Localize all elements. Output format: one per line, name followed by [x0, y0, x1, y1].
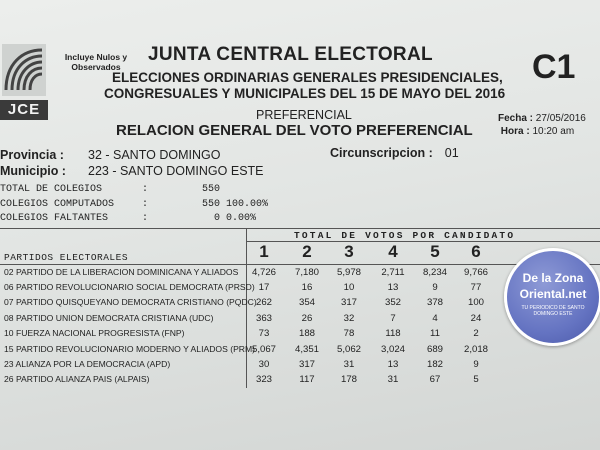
vote-cell: 32	[343, 313, 355, 324]
badge-line3: TU PERIODICO DE SANTO DOMINGO ESTE	[521, 305, 585, 317]
vote-cell: 5,067	[251, 344, 276, 355]
party-name: 08 PARTIDO UNION DEMOCRATA CRISTIANA (UDC)	[4, 313, 214, 323]
candidate-header: 5	[430, 242, 440, 261]
nulos-line1: Incluye Nulos y	[64, 52, 128, 62]
jce-logo	[0, 44, 50, 124]
vote-cell: 10	[343, 282, 355, 293]
municipio-value: 223 - SANTO DOMINGO ESTE	[88, 164, 264, 178]
subtitle-line2: CONGRESUALES Y MUNICIPALES DEL 15 DE MAYO DEL 2016	[104, 86, 506, 101]
logo-text: JCE	[0, 100, 48, 120]
vote-cell: 100	[467, 297, 484, 308]
vote-cell: 323	[255, 374, 272, 385]
stat-value: 0	[213, 213, 220, 224]
candidate-header: 2	[302, 242, 312, 261]
fecha-label: Fecha :	[498, 113, 534, 124]
vote-cell: 30	[258, 359, 270, 370]
municipio-label: Municipio :	[0, 164, 66, 178]
vote-cell: 117	[299, 374, 315, 385]
vote-cell: 5	[473, 374, 479, 385]
provincia-value: 32 - SANTO DOMINGO	[88, 148, 221, 162]
vote-cell: 16	[301, 282, 313, 293]
table-row	[0, 374, 600, 387]
vote-cell: 24	[470, 313, 482, 324]
stat-colon: :	[142, 199, 149, 210]
vote-cell: 13	[387, 282, 399, 293]
party-name: 10 FUERZA NACIONAL PROGRESISTA (FNP)	[4, 328, 185, 338]
vote-cell: 67	[429, 374, 441, 385]
candidate-header: 1	[259, 242, 269, 261]
vote-cell: 9	[473, 359, 479, 370]
vote-cell: 9,766	[463, 267, 488, 278]
party-name: 15 PARTIDO REVOLUCIONARIO MODERNO Y ALIADOS (PRM)	[4, 344, 256, 354]
stat-label: TOTAL DE COLEGIOS	[0, 184, 103, 195]
fingerprint-icon	[2, 44, 46, 96]
table-top-rule	[0, 228, 600, 229]
stat-pct: 100.00%	[226, 199, 269, 210]
stat-pct: 0.00%	[226, 213, 257, 224]
stat-colon: :	[142, 184, 149, 195]
badge-line1: De la Zona	[522, 271, 584, 285]
vote-cell: 182	[426, 359, 443, 370]
subtitle-line1: ELECCIONES ORDINARIAS GENERALES PRESIDENCIALES,	[112, 70, 503, 85]
table-row	[0, 359, 600, 372]
circunscripcion	[330, 146, 459, 160]
document-title: JUNTA CENTRAL ELECTORAL	[148, 44, 433, 65]
party-name: 02 PARTIDO DE LA LIBERACION DOMINICANA Y ALIADOS	[4, 267, 239, 277]
party-name: 23 ALIANZA POR LA DEMOCRACIA (APD)	[4, 359, 171, 369]
party-name: 07 PARTIDO QUISQUEYANO DEMOCRATA CRISTIANO (PQDC)	[4, 297, 257, 307]
vote-cell: 378	[426, 297, 443, 308]
nulos-note	[56, 52, 136, 72]
vote-cell: 11	[430, 328, 440, 339]
provincia-row	[0, 148, 221, 162]
vote-cell: 78	[343, 328, 355, 339]
hora-label: Hora :	[500, 126, 530, 137]
stat-value: 550	[201, 184, 220, 195]
circ-label: Circunscripcion :	[330, 146, 433, 160]
vote-cell: 31	[343, 359, 355, 370]
provincia-label: Provincia :	[0, 148, 64, 162]
vote-cell: 2	[473, 328, 479, 339]
vote-cell: 178	[340, 374, 357, 385]
vote-cell: 188	[298, 328, 315, 339]
vote-cell: 317	[340, 297, 357, 308]
total-votos-header: TOTAL DE VOTOS POR CANDIDATO	[294, 230, 516, 241]
municipio-row	[0, 164, 264, 178]
vote-cell: 31	[387, 374, 399, 385]
stat-value: 550	[201, 199, 220, 210]
vote-cell: 9	[432, 282, 438, 293]
vote-cell: 262	[255, 297, 272, 308]
fecha-value: 27/05/2016	[535, 113, 586, 124]
vote-cell: 73	[258, 328, 270, 339]
candidate-header: 4	[388, 242, 398, 261]
form-code: C1	[532, 48, 576, 86]
circ-value: 01	[444, 146, 459, 160]
vote-cell: 118	[385, 328, 401, 339]
vote-cell: 77	[470, 282, 482, 293]
vote-cell: 3,024	[380, 344, 405, 355]
badge-line2: Oriental.net	[519, 287, 587, 301]
date-time-block	[498, 112, 586, 138]
candidate-header: 6	[471, 242, 481, 261]
candidate-header: 3	[344, 242, 354, 261]
vote-cell: 4,726	[251, 267, 276, 278]
relacion-title: RELACION GENERAL DEL VOTO PREFERENCIAL	[116, 122, 473, 139]
vote-cell: 4	[432, 313, 438, 324]
table-row	[0, 328, 600, 341]
preferencial-label: PREFERENCIAL	[256, 108, 352, 122]
header-bottom-rule	[0, 264, 600, 265]
party-name: 26 PARTIDO ALIANZA PAIS (ALPAIS)	[4, 374, 150, 384]
stat-colon: :	[142, 213, 149, 224]
vote-cell: 17	[258, 282, 270, 293]
vote-cell: 8,234	[422, 267, 447, 278]
nulos-line2: Observados	[71, 62, 121, 72]
vote-cell: 7,180	[294, 267, 319, 278]
vote-cell: 352	[384, 297, 401, 308]
vote-cell: 689	[426, 344, 443, 355]
vote-cell: 5,978	[336, 267, 361, 278]
table-row	[0, 344, 600, 357]
vote-cell: 26	[301, 313, 313, 324]
stat-label: COLEGIOS FALTANTES	[0, 213, 109, 224]
vote-cell: 4,351	[294, 344, 319, 355]
vote-cell: 354	[298, 297, 315, 308]
vote-cell: 5,062	[336, 344, 361, 355]
vote-cell: 2,711	[381, 267, 405, 278]
party-name: 06 PARTIDO REVOLUCIONARIO SOCIAL DEMOCRATA (PRSD)	[4, 282, 255, 292]
vote-cell: 13	[387, 359, 399, 370]
vote-cell: 363	[255, 313, 272, 324]
vote-cell: 7	[390, 313, 396, 324]
hora-value: 10:20 am	[532, 126, 575, 137]
watermark-badge	[504, 248, 600, 346]
vote-cell: 317	[298, 359, 315, 370]
stat-label: COLEGIOS COMPUTADOS	[0, 199, 115, 210]
vote-cell: 2,018	[463, 344, 488, 355]
partidos-header: PARTIDOS ELECTORALES	[4, 252, 129, 263]
